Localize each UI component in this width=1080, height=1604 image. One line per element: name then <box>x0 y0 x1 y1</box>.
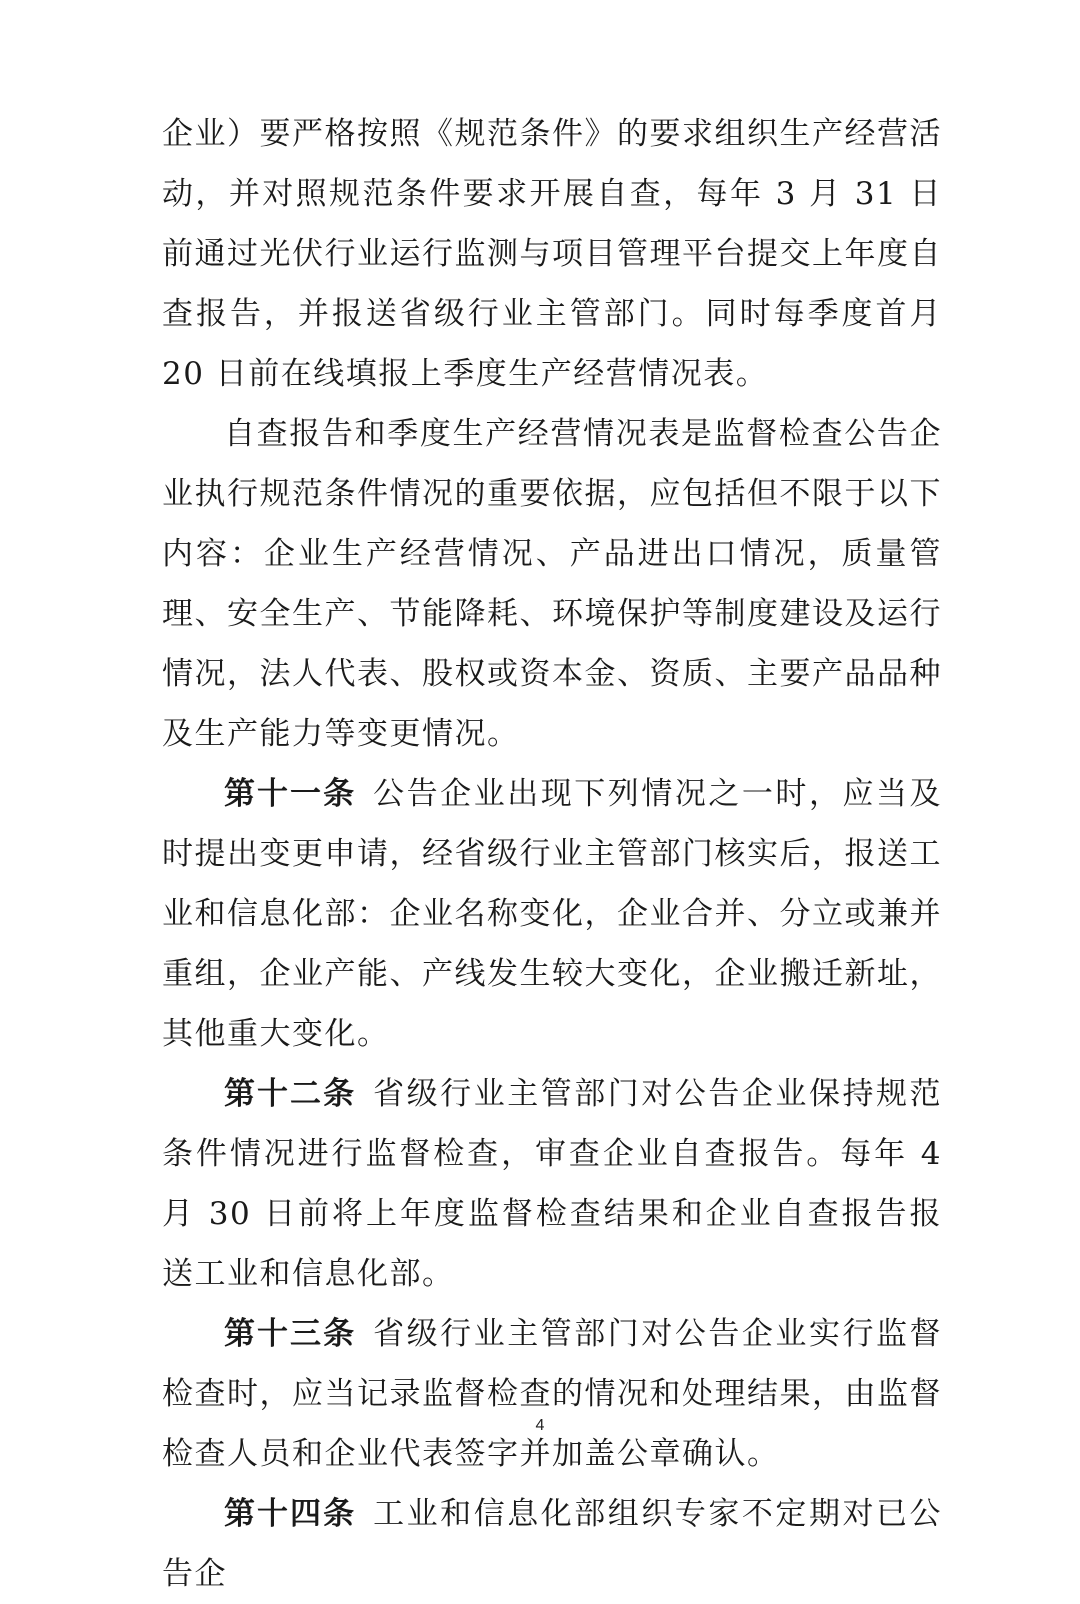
article-11 <box>162 764 942 1064</box>
article-text: 工业和信息化部组织专家不定期对已公告企 <box>162 1496 943 1592</box>
paragraph-text: 企业）要严格按照《规范条件》的要求组织生产经营活动，并对照规范条件要求开展自查，每年 3 月 31 日前通过光伏行业运行监测与项目管理平台提交上年度自查报告，并报送省级行业主管部门。同时每季度首月 20 日前在线填报上季度生产经营情况表。 <box>162 116 942 392</box>
article-text: 省级行业主管部门对公告企业实行监督检查时，应当记录监督检查的情况和处理结果，由监督检查人员和企业代表签字并加盖公章确认。 <box>162 1316 943 1472</box>
article-heading: 第十一条 <box>224 776 357 812</box>
paragraph-self-inspection <box>162 404 942 764</box>
paragraph-continuation <box>162 104 942 404</box>
article-heading: 第十二条 <box>224 1076 357 1112</box>
page-number: 4 <box>535 1417 545 1434</box>
document-body <box>162 104 942 1604</box>
article-heading: 第十三条 <box>224 1316 357 1352</box>
article-12 <box>162 1064 942 1304</box>
article-13 <box>162 1304 942 1484</box>
article-heading: 第十四条 <box>224 1496 357 1532</box>
article-text: 省级行业主管部门对公告企业保持规范条件情况进行监督检查，审查企业自查报告。每年 4 月 30 日前将上年度监督检查结果和企业自查报告报送工业和信息化部。 <box>162 1076 943 1292</box>
article-text: 公告企业出现下列情况之一时，应当及时提出变更申请，经省级行业主管部门核实后，报送工业和信息化部：企业名称变化，企业合并、分立或兼并重组，企业产能、产线发生较大变化，企业搬迁新址，其他重大变化。 <box>162 776 943 1052</box>
paragraph-text: 自查报告和季度生产经营情况表是监督检查公告企业执行规范条件情况的重要依据，应包括但不限于以下内容：企业生产经营情况、产品进出口情况，质量管理、安全生产、节能降耗、环境保护等制度建设及运行情况，法人代表、股权或资本金、资质、主要产品品种及生产能力等变更情况。 <box>162 416 942 752</box>
article-14 <box>162 1484 942 1604</box>
